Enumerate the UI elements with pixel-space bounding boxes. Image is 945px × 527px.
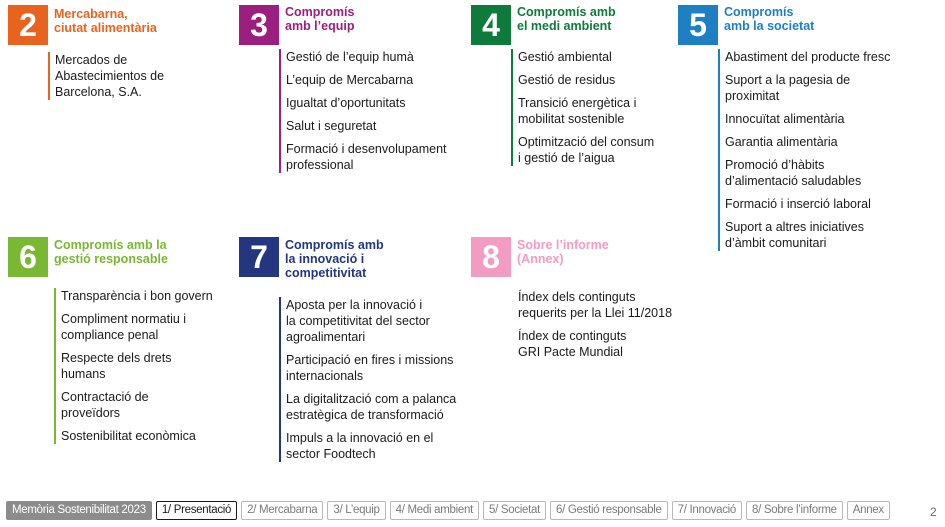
section-number-2: 2 <box>8 5 48 45</box>
list-item[interactable]: Abastiment del producte fresc <box>725 50 891 64</box>
list-item[interactable]: Índex de continguts GRI Pacte Mundial <box>518 329 627 359</box>
tab-gestio-responsable[interactable]: 6/ Gestió responsable <box>550 501 668 520</box>
section-5 <box>678 5 940 265</box>
list-item[interactable]: Aposta per la innovació i la competitivitat del sector agroalimentari <box>286 298 430 344</box>
section-title-6: Compromís amb la gestió responsable <box>54 238 168 266</box>
section-number-8: 8 <box>471 237 511 277</box>
list-item[interactable]: Igualtat d’oportunitats <box>286 96 406 110</box>
section-title-4: Compromís amb el medi ambient <box>517 5 616 33</box>
section-2 <box>8 5 228 105</box>
section-items-5 <box>718 49 890 258</box>
report-label: Memòria Sostenibilitat 2023 <box>6 501 152 520</box>
page-number: 2 <box>930 505 937 519</box>
list-item[interactable]: Sostenibilitat econòmica <box>61 429 196 443</box>
list-item[interactable]: Mercados de Abastecimientos de Barcelona, S.A. <box>55 53 165 99</box>
tab-presentacio[interactable]: 1/ Presentació <box>156 501 237 520</box>
section-7 <box>239 237 474 467</box>
footer-nav <box>6 500 894 520</box>
list-item[interactable]: Suport a altres iniciatives d’àmbit comunitari <box>725 220 864 250</box>
tab-medi-ambient[interactable]: 4/ Medi ambient <box>390 501 479 520</box>
section-4 <box>471 5 676 175</box>
section-number-5: 5 <box>678 5 718 45</box>
list-item[interactable]: La digitalització com a palanca estratègica de transformació <box>286 392 457 422</box>
section-items-2 <box>48 52 164 107</box>
list-item[interactable]: Transició energètica i mobilitat sostenible <box>518 96 637 126</box>
section-items-6 <box>54 288 213 451</box>
list-item[interactable]: Respecte dels drets humans <box>61 351 172 381</box>
section-items-8 <box>511 289 672 367</box>
section-title-3: Compromís amb l’equip <box>285 5 355 33</box>
list-item[interactable]: Compliment normatiu i compliance penal <box>61 312 187 342</box>
tab-equip[interactable]: 3/ L’equip <box>327 501 385 520</box>
list-item[interactable]: Salut i seguretat <box>286 119 377 133</box>
list-item[interactable]: Gestió ambiental <box>518 50 612 64</box>
section-title-7: Compromís amb la innovació i competitivitat <box>285 238 384 280</box>
list-item[interactable]: Impuls a la innovació en el sector Foodtech <box>286 431 434 461</box>
section-title-2: Mercabarna, ciutat alimentària <box>54 7 157 35</box>
section-number-3: 3 <box>239 5 279 45</box>
list-item[interactable]: Promoció d’hàbits d’alimentació saludables <box>725 158 862 188</box>
section-items-4 <box>511 49 654 173</box>
list-item[interactable]: Innocuïtat alimentària <box>725 112 845 126</box>
list-item[interactable]: Transparència i bon govern <box>61 289 213 303</box>
list-item[interactable]: Formació i inserció laboral <box>725 197 871 211</box>
list-item[interactable]: Índex dels continguts requerits per la Llei 11/2018 <box>518 290 673 320</box>
list-item[interactable]: L’equip de Mercabarna <box>286 73 414 87</box>
section-3 <box>239 5 469 185</box>
section-number-7: 7 <box>239 237 279 277</box>
tab-mercabarna[interactable]: 2/ Mercabarna <box>241 501 323 520</box>
section-title-8: Sobre l’informe (Annex) <box>517 238 609 266</box>
tab-societat[interactable]: 5/ Societat <box>483 501 546 520</box>
list-item[interactable]: Participació en fires i missions internacionals <box>286 353 454 383</box>
list-item[interactable]: Gestió de l’equip humà <box>286 50 414 64</box>
section-6 <box>8 237 238 457</box>
list-item[interactable]: Garantia alimentària <box>725 135 838 149</box>
section-title-5: Compromís amb la societat <box>724 5 815 33</box>
section-items-3 <box>279 49 447 180</box>
section-number-4: 4 <box>471 5 511 45</box>
section-8 <box>471 237 706 367</box>
tab-innovacio[interactable]: 7/ Innovació <box>672 501 742 520</box>
section-items-7 <box>279 297 456 469</box>
list-item[interactable]: Suport a la pagesia de proximitat <box>725 73 851 103</box>
tab-sobre-informe[interactable]: 8/ Sobre l’informe <box>746 501 843 520</box>
list-item[interactable]: Formació i desenvolupament professional <box>286 142 447 172</box>
list-item[interactable]: Contractació de proveïdors <box>61 390 149 420</box>
tab-annex[interactable]: Annex <box>847 501 890 520</box>
list-item[interactable]: Optimització del consum i gestió de l’aigua <box>518 135 655 165</box>
list-item[interactable]: Gestió de residus <box>518 73 616 87</box>
section-number-6: 6 <box>8 237 48 277</box>
